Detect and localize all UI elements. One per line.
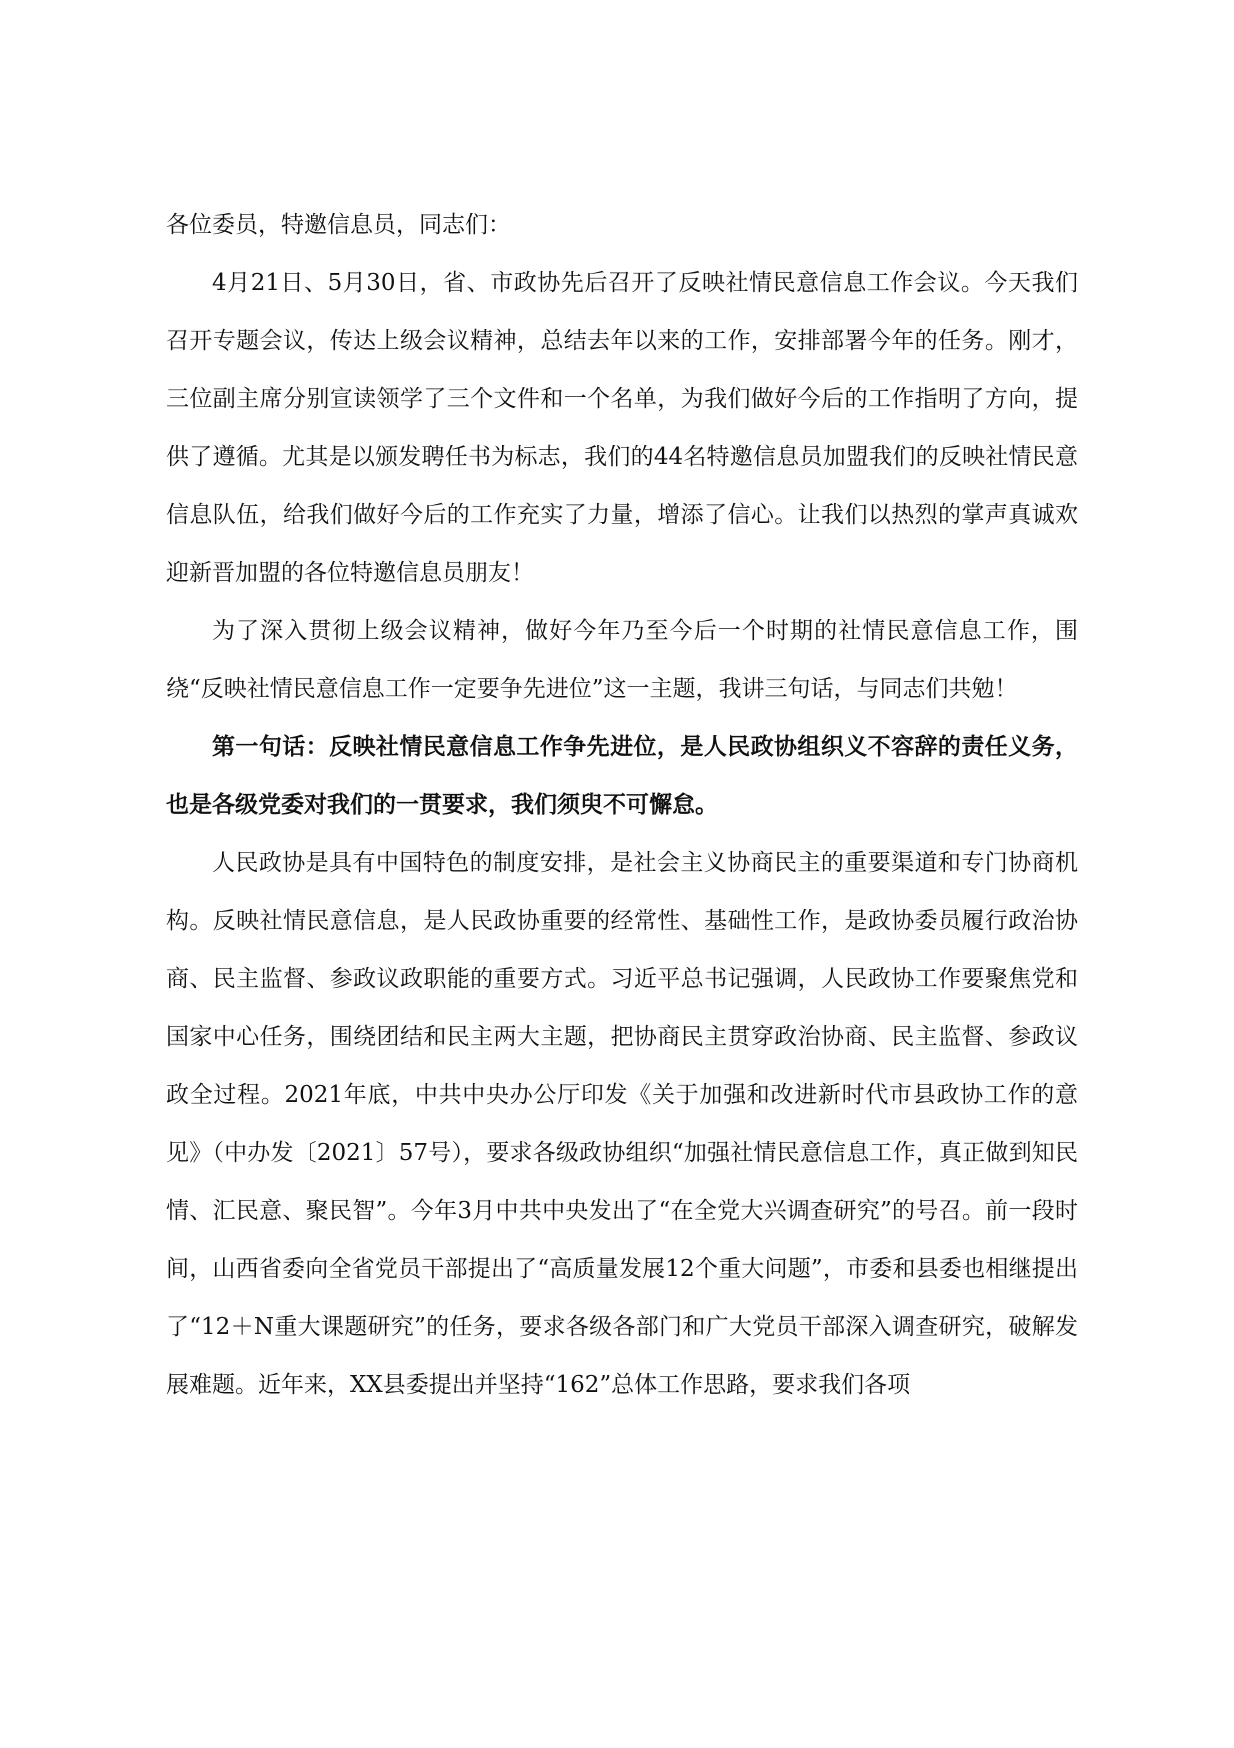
paragraph-theme: 为了深入贯彻上级会议精神，做好今年乃至今后一个时期的社情民意信息工作，围绕“反映社情民意信息工作一定要争先进位”这一主题，我讲三句话，与同志们共勉！ [166, 618, 1078, 702]
paragraph-meeting-intro: 4月21日、5月30日，省、市政协先后召开了反映社情民意信息工作会议。今天我们召开专题会议，传达上级会议精神，总结去年以来的工作，安排部署今年的任务。刚才，三位副主席分别宣读领学了三个文件和一个名单，为我们做好今后的工作指明了方向，提供了遵循。尤其是以颁发聘任书为标志，我们的44名特邀信息员加盟我们的反映社情民意信息队伍，给我们做好今后的工作充实了力量，增添了信心。让我们以热烈的掌声真诚欢迎新晋加盟的各位特邀信息员朋友！ [166, 270, 1078, 586]
paragraph-section-one: 人民政协是具有中国特色的制度安排，是社会主义协商民主的重要渠道和专门协商机构。反映社情民意信息，是人民政协重要的经常性、基础性工作，是政协委员履行政治协商、民主监督、参政议政职能的重要方式。习近平总书记强调，人民政协工作要聚焦党和国家中心任务，围绕团结和民主两大主题，把协商民主贯穿政治协商、民主监督、参政议政全过程。2021年底，中共中央办公厅印发《关于加强和改进新时代市县政协工作的意见》（中办发〔2021〕57号），要求各级政协组织“加强社情民意信息工作，真正做到知民情、汇民意、聚民智”。今年3月中共中央发出了“在全党大兴调查研究”的号召。前一段时间，山西省委向全省党员干部提出了“高质量发展12个重大问题”，市委和县委也相继提出了“12＋N重大课题研究”的任务，要求各级各部门和广大党员干部深入调查研究，破解发展难题。近年来，XX县委提出并坚持“162”总体工作思路，要求我们各项 [166, 850, 1078, 1398]
section-heading-first: 第一句话：反映社情民意信息工作争先进位，是人民政协组织义不容辞的责任义务，也是各级党委对我们的一贯要求，我们须臾不可懈怠。 [166, 734, 1078, 818]
document-body [166, 196, 1078, 1414]
salutation: 各位委员，特邀信息员，同志们： [166, 212, 511, 238]
